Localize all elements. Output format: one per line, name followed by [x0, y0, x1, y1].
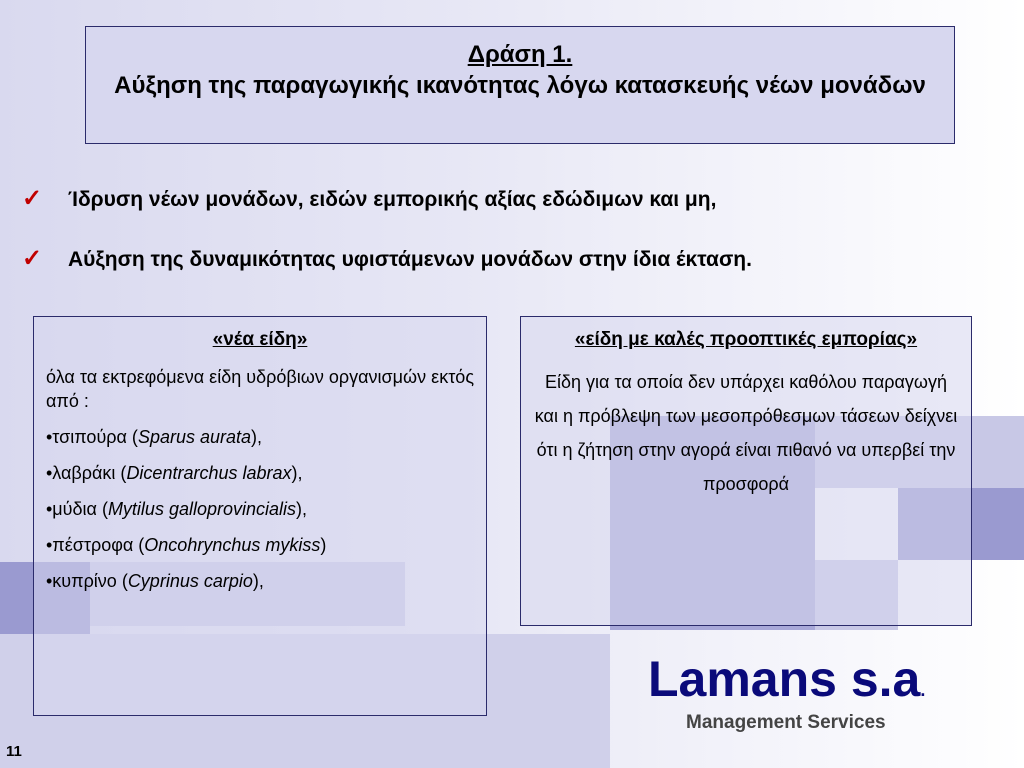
brand-dot: . — [920, 680, 926, 700]
title-box — [85, 26, 955, 144]
check-icon: ✓ — [22, 185, 43, 212]
new-species-box — [33, 316, 487, 716]
bullet-text: Αύξηση της δυναμικότητας υφιστάμενων μονάδων στην ίδια έκταση. — [68, 248, 752, 271]
list-item: •λαβράκι (Dicentrarchus labrax), — [46, 463, 303, 483]
bullet-item — [22, 184, 716, 213]
list-item: •πέστροφα (Oncohrynchus mykiss) — [46, 535, 327, 555]
box-heading: «νέα είδη» — [212, 329, 308, 350]
list-item: •κυπρίνο (Cyprinus carpio), — [46, 571, 264, 591]
box-body: Είδη για τα οποία δεν υπάρχει καθόλου παραγωγή και η πρόβλεψη των μεσοπρόθεσμων τάσεων δείχνει ότι η ζήτηση στην αγορά είναι πιθανό να υπερβεί την προσφορά — [534, 372, 958, 494]
bullet-text: Ίδρυση νέων μονάδων, ειδών εμπορικής αξίας εδώδιμων και μη, — [68, 188, 717, 211]
brand-logo — [648, 652, 925, 718]
box-intro: όλα τα εκτρεφόμενα είδη υδρόβιων οργανισμών εκτός από : — [46, 367, 474, 411]
promising-species-box — [520, 316, 972, 626]
list-item: •τσιπούρα (Sparus aurata), — [46, 427, 263, 447]
list-item: •μύδια (Mytilus galloprovincialis), — [46, 499, 308, 519]
brand-name: Lamans s.a — [648, 651, 921, 707]
title-line-1: Δράση 1. — [467, 41, 573, 68]
check-icon: ✓ — [22, 245, 43, 272]
page-number: 11 — [6, 743, 22, 760]
brand-subtitle: Management Services — [686, 712, 886, 733]
title-line-2: Αύξηση της παραγωγικής ικανότητας λόγω κατασκευής νέων μονάδων — [114, 72, 926, 99]
bullet-item — [22, 244, 752, 273]
box-heading: «είδη με καλές προοπτικές εμπορίας» — [574, 329, 918, 350]
